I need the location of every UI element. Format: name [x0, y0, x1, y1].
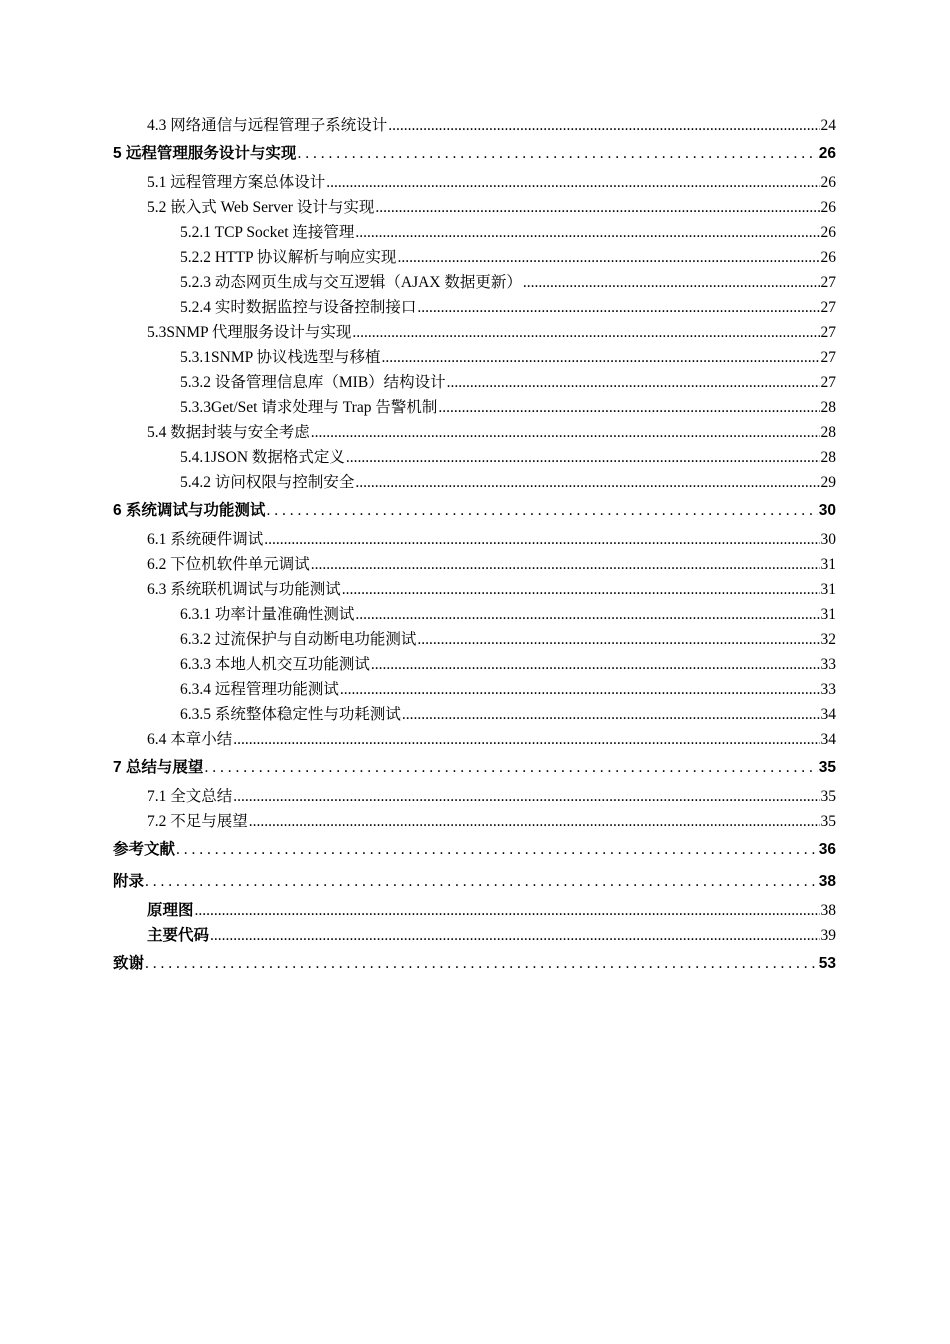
toc-entry-page-number: 53: [818, 955, 836, 972]
toc-leader-dots: [375, 195, 819, 220]
toc-entry-title: 主要代码: [147, 927, 210, 944]
toc-entry-title: 5 远程管理服务设计与实现: [113, 145, 297, 162]
toc-leader-dots: [195, 898, 820, 923]
toc-entry-title: 4.3 网络通信与远程管理子系统设计: [147, 117, 388, 134]
toc-leader-dots: [204, 752, 817, 784]
toc-entry-page-number: 32: [820, 631, 836, 648]
toc-entry-page-number: 35: [818, 759, 836, 776]
toc-entry-page-number: 34: [820, 731, 836, 748]
toc-entry-page-number: 27: [820, 274, 836, 291]
toc-leader-dots: [210, 923, 819, 948]
toc-entry-title: 6.3.5 系统整体稳定性与功耗测试: [180, 706, 401, 723]
toc-leader-dots: [417, 627, 819, 652]
toc-entry-page-number: 31: [820, 556, 836, 573]
toc-leader-dots: [266, 495, 817, 527]
toc-entry-page-number: 26: [820, 224, 836, 241]
toc-entry-page-number: 27: [820, 374, 836, 391]
table-of-contents: [113, 113, 836, 980]
toc-leader-dots: [145, 866, 818, 898]
toc-entry[interactable]: [113, 138, 836, 170]
toc-entry-page-number: 31: [820, 581, 836, 598]
toc-entry-page-number: 36: [818, 841, 836, 858]
toc-entry[interactable]: [113, 245, 836, 270]
toc-leader-dots: [523, 270, 820, 295]
toc-entry-page-number: 35: [820, 788, 836, 805]
toc-entry[interactable]: [113, 652, 836, 677]
toc-entry-page-number: 26: [820, 199, 836, 216]
toc-entry-page-number: 29: [820, 474, 836, 491]
toc-leader-dots: [447, 370, 820, 395]
toc-entry[interactable]: [113, 627, 836, 652]
toc-entry-title: 5.3.1SNMP 协议栈选型与移植: [180, 349, 381, 366]
toc-entry-title: 6.3.1 功率计量准确性测试: [180, 606, 355, 623]
toc-entry[interactable]: [113, 495, 836, 527]
toc-entry[interactable]: [113, 445, 836, 470]
toc-entry-title: 原理图: [147, 902, 194, 919]
toc-leader-dots: [355, 220, 819, 245]
toc-entry[interactable]: [113, 702, 836, 727]
toc-entry-page-number: 28: [820, 424, 836, 441]
toc-entry-page-number: 30: [818, 502, 836, 519]
toc-leader-dots: [249, 809, 820, 834]
toc-entry-page-number: 33: [820, 681, 836, 698]
toc-leader-dots: [297, 138, 817, 170]
toc-entry[interactable]: [113, 345, 836, 370]
toc-leader-dots: [355, 470, 819, 495]
toc-entry-page-number: 34: [820, 706, 836, 723]
toc-entry[interactable]: [113, 948, 836, 980]
toc-entry-title: 5.2 嵌入式 Web Server 设计与实现: [147, 199, 375, 216]
toc-entry[interactable]: [113, 677, 836, 702]
toc-entry-title: 致谢: [113, 955, 145, 972]
toc-entry[interactable]: [113, 809, 836, 834]
toc-leader-dots: [417, 295, 819, 320]
toc-entry-title: 6.3 系统联机调试与功能测试: [147, 581, 341, 598]
toc-leader-dots: [176, 834, 818, 866]
toc-entry-title: 6.3.3 本地人机交互功能测试: [180, 656, 370, 673]
toc-entry-title: 7.1 全文总结: [147, 788, 233, 805]
toc-leader-dots: [311, 420, 820, 445]
toc-entry[interactable]: [113, 923, 836, 948]
toc-entry[interactable]: [113, 295, 836, 320]
toc-entry-page-number: 33: [820, 656, 836, 673]
toc-leader-dots: [388, 113, 819, 138]
toc-leader-dots: [397, 245, 819, 270]
toc-entry-page-number: 26: [820, 174, 836, 191]
toc-entry-title: 6 系统调试与功能测试: [113, 502, 266, 519]
toc-leader-dots: [145, 948, 818, 980]
toc-leader-dots: [371, 652, 820, 677]
toc-leader-dots: [352, 320, 819, 345]
toc-entry-page-number: 28: [820, 449, 836, 466]
toc-entry[interactable]: [113, 270, 836, 295]
toc-entry-title: 5.3.3Get/Set 请求处理与 Trap 告警机制: [180, 399, 438, 416]
toc-entry[interactable]: [113, 552, 836, 577]
toc-leader-dots: [264, 527, 819, 552]
toc-entry-page-number: 39: [820, 927, 836, 944]
toc-leader-dots: [402, 702, 820, 727]
toc-entry-title: 5.4.2 访问权限与控制安全: [180, 474, 355, 491]
toc-entry-title: 6.3.4 远程管理功能测试: [180, 681, 339, 698]
toc-entry-page-number: 24: [820, 117, 836, 134]
toc-entry[interactable]: [113, 727, 836, 752]
toc-entry[interactable]: [113, 195, 836, 220]
toc-leader-dots: [233, 727, 819, 752]
toc-leader-dots: [438, 395, 819, 420]
toc-entry-title: 6.3.2 过流保护与自动断电功能测试: [180, 631, 417, 648]
toc-entry-title: 5.2.1 TCP Socket 连接管理: [180, 224, 355, 241]
toc-entry[interactable]: [113, 577, 836, 602]
toc-leader-dots: [326, 170, 819, 195]
toc-entry-page-number: 26: [820, 249, 836, 266]
toc-entry-page-number: 26: [818, 145, 836, 162]
toc-entry-title: 7 总结与展望: [113, 759, 204, 776]
toc-entry-title: 5.2.2 HTTP 协议解析与响应实现: [180, 249, 397, 266]
toc-entry[interactable]: [113, 784, 836, 809]
toc-leader-dots: [382, 345, 820, 370]
toc-entry[interactable]: [113, 370, 836, 395]
toc-entry-page-number: 27: [820, 299, 836, 316]
toc-leader-dots: [342, 577, 820, 602]
toc-entry-page-number: 27: [820, 324, 836, 341]
toc-entry-title: 5.3SNMP 代理服务设计与实现: [147, 324, 352, 341]
toc-entry-page-number: 35: [820, 813, 836, 830]
toc-entry-title: 5.4.1JSON 数据格式定义: [180, 449, 345, 466]
toc-entry-title: 6.1 系统硬件调试: [147, 531, 264, 548]
toc-entry[interactable]: [113, 113, 836, 138]
toc-entry[interactable]: [113, 395, 836, 420]
toc-entry-page-number: 38: [818, 873, 836, 890]
toc-entry-page-number: 30: [820, 531, 836, 548]
toc-entry[interactable]: [113, 898, 836, 923]
toc-entry-page-number: 31: [820, 606, 836, 623]
toc-entry[interactable]: [113, 170, 836, 195]
toc-leader-dots: [311, 552, 820, 577]
toc-entry[interactable]: [113, 752, 836, 784]
toc-entry-page-number: 38: [820, 902, 836, 919]
toc-entry-page-number: 27: [820, 349, 836, 366]
toc-entry[interactable]: [113, 866, 836, 898]
toc-leader-dots: [346, 445, 820, 470]
toc-entry-title: 5.2.4 实时数据监控与设备控制接口: [180, 299, 417, 316]
toc-entry-title: 参考文献: [113, 841, 176, 858]
toc-entry[interactable]: [113, 834, 836, 866]
toc-entry[interactable]: [113, 602, 836, 627]
toc-entry-title: 7.2 不足与展望: [147, 813, 248, 830]
toc-entry[interactable]: [113, 470, 836, 495]
toc-entry-title: 5.3.2 设备管理信息库（MIB）结构设计: [180, 374, 446, 391]
toc-entry-title: 附录: [113, 873, 145, 890]
toc-entry[interactable]: [113, 220, 836, 245]
toc-leader-dots: [233, 784, 819, 809]
toc-leader-dots: [355, 602, 819, 627]
toc-entry-title: 6.4 本章小结: [147, 731, 233, 748]
toc-entry[interactable]: [113, 320, 836, 345]
toc-entry-title: 6.2 下位机软件单元调试: [147, 556, 310, 573]
toc-entry-title: 5.2.3 动态网页生成与交互逻辑（AJAX 数据更新）: [180, 274, 522, 291]
toc-entry[interactable]: [113, 527, 836, 552]
toc-leader-dots: [340, 677, 820, 702]
toc-entry-page-number: 28: [820, 399, 836, 416]
toc-entry-title: 5.1 远程管理方案总体设计: [147, 174, 326, 191]
toc-entry[interactable]: [113, 420, 836, 445]
toc-entry-title: 5.4 数据封装与安全考虑: [147, 424, 310, 441]
